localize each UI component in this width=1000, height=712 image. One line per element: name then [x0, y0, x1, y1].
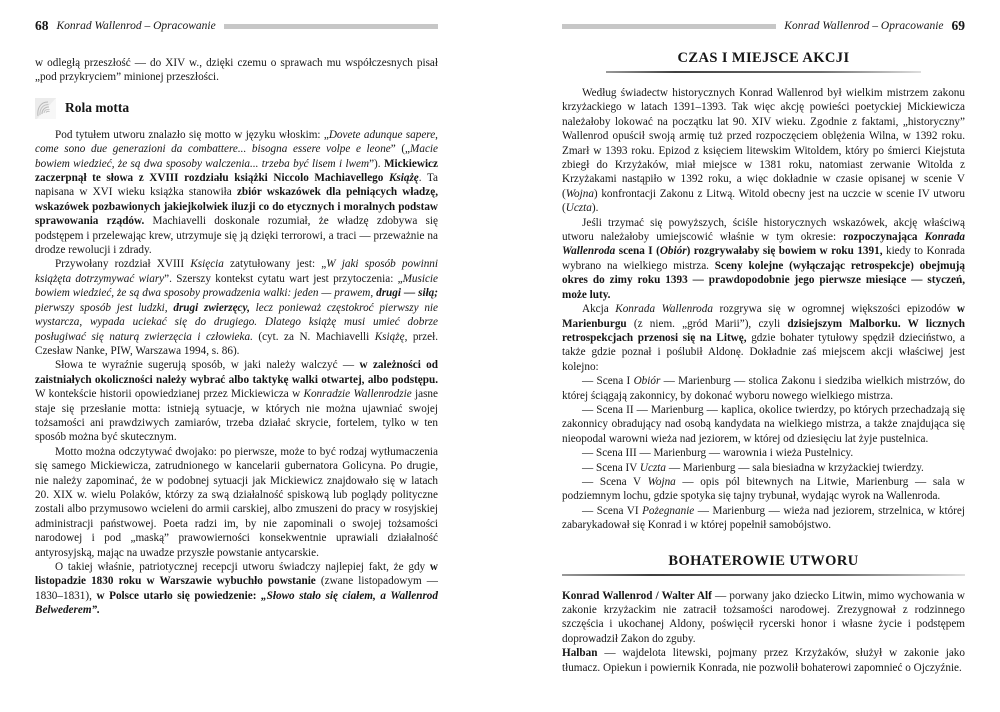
text-run: . Ta napisana w XVI wieku książka stanowiła: [35, 172, 438, 199]
paragraph: [35, 358, 438, 444]
text-run: Konrada Wallenroda: [615, 303, 713, 316]
paragraph: [562, 403, 965, 446]
paragraph: [562, 86, 965, 216]
text-run: Wojna: [647, 475, 676, 488]
paragraph: [562, 216, 965, 302]
paragraph: [562, 504, 965, 533]
right-page-sections: [562, 50, 965, 675]
paragraph: [35, 257, 438, 358]
text-run: kiedy to Konrada wybrano na wielkiego mistrza.: [562, 245, 965, 272]
text-run: Słowa te wyraźnie sugerują sposób, w jaki należy walczyć —: [55, 359, 360, 372]
text-run: ).: [591, 202, 599, 215]
text-run: — Scena II — Marienburg — kaplica, okolice twierdzy, po których przechadzają się zakonnicy obradujący nad osobą kandydata na wielkiego mistrza, a także znajdująca się nieopodal warowni wieża nad jeziorem, w której od dziesięciu lat żyje pustelnica.: [562, 403, 965, 445]
section: [562, 50, 965, 533]
text-run: w Polsce utarło się powiedzenie:: [96, 589, 262, 602]
text-run: Uczta: [639, 461, 667, 474]
header-bar: [562, 24, 776, 29]
section-title: BOHATEROWIE UTWORU: [668, 552, 859, 569]
text-run: Akcja: [582, 303, 616, 316]
text-run: Motto można odczytywać dwojako: po pierwsze, może to być rodzaj wytłumaczenia się samego Mickiewicza, zatrudnionego w kancelarii gubernatora Golicyna. Po drugie, nie należy zapominać, że w podobnej sytuacji jak Mickiewicz znajdowało się w latach 20. XIX w. wielu Polaków, którzy za swą działalność spiskową lub poglądy polityczne zostali albo przymusowo wcieleni do armii carskiej, albo zmuszeni do pracy w rosyjskiej administracji państwowej. Poeta radzi im, by nie zapominali o swojej tożsamości narodowej i pod „maską” prawowierności konsekwentnie uprawiali działalność antyrosyjską, mając na uwadze przyszłe powstanie antycarskie.: [35, 445, 438, 559]
text-run: W kontekście historii opowiedzianej przez Mickiewicza w: [35, 388, 304, 401]
text-run: Książę: [374, 330, 405, 343]
paragraph: [35, 445, 438, 560]
text-run: Macie bowiem wiedzieć, że są dwa sposoby walczenia... trzeba być lisem i lwem: [35, 143, 438, 170]
text-run: — Scena V: [582, 475, 648, 488]
text-run: Konrad Wallenrod / Walter Alf: [562, 589, 712, 602]
section-title-rule: [606, 71, 920, 73]
text-run: W jaki sposób powinni książęta dotrzymywać wiary: [35, 258, 438, 285]
text-run: w Marienburgu: [562, 303, 965, 330]
text-run: — Scena III — Marienburg — warownia i wieża Pustelnicy.: [582, 447, 854, 460]
text-run: Przywołany rozdział XVIII: [55, 258, 191, 271]
text-run: pierwszy sposób jest ludzki,: [35, 301, 174, 314]
text-run: — Marienburg — wieża nad jeziorem, strzelnica, w której zabarykadował się Konrad i w której popełnił samobójstwo.: [562, 504, 965, 532]
text-run: Obiór: [633, 375, 661, 388]
text-run: lecz ponieważ częstokroć pierwszy nie wystarcza, wypada uciekać się do drugiego. Dlatego książę musi umieć dobrze posługiwać się naturą zwierzęcia i człowieka.: [35, 301, 438, 343]
text-run: „Słowo stało się ciałem, a Wallenrod Belwederem”.: [35, 589, 438, 617]
text-run: dzisiejszym Malborku. W licznych retrospekcjach przenosi się na Litwę,: [562, 317, 965, 344]
text-run: drugi zwierzęcy,: [173, 301, 250, 314]
text-run: drugi — siłą;: [376, 287, 438, 300]
text-run: — Scena VI: [582, 504, 643, 517]
page-number: 68: [35, 18, 49, 33]
text-run: ”).: [369, 157, 384, 170]
text-run: Wojna: [565, 187, 594, 200]
paragraph: [562, 646, 965, 675]
text-run: w odległą przeszłość — do XIV w., dzięki czemu o sprawach mu współczesnych pisał „pod przykryciem” minionej przeszłości.: [35, 57, 438, 84]
paragraph: [562, 302, 965, 374]
text-run: Sceny kolejne (wyłączając retrospekcje) obejmują okres do zimy roku 1393 — prawdopodobnie jego pierwsze miesiące — styczeń, może luty.: [562, 259, 965, 301]
section-heading: [35, 98, 438, 119]
paragraph: [562, 446, 965, 460]
text-run: zatytułowany jest: „: [223, 258, 327, 271]
text-run: , przeł. Czesław Nanke, PIW, Warszawa 1994, s. 86).: [35, 330, 438, 357]
header-bar: [224, 24, 438, 29]
section: [562, 553, 965, 675]
paragraph: [562, 374, 965, 403]
text-run: — Marienburg — stolica Zakonu i siedziba wielkich mistrzów, do której ściągają zakonnicy, by dokonać wyboru nowego wielkiego mistrza.: [562, 375, 965, 402]
left-page-header: [35, 18, 438, 34]
paragraph: [35, 560, 438, 618]
right-page-header: [562, 18, 965, 34]
text-run: Konradzie Wallenrodzie: [303, 388, 412, 401]
running-title: Konrad Wallenrod – Opracowanie: [56, 20, 216, 32]
swirl-icon: [35, 98, 56, 119]
text-run: Mickiewicz zaczerpnął te słowa z XVIII rozdziału książki Niccolo Machiavellego: [35, 157, 438, 185]
text-run: ) rozgrywałaby się bowiem w roku 1391,: [686, 245, 883, 258]
text-run: Konrada Wallenroda: [562, 231, 966, 258]
paragraph: [562, 475, 965, 504]
paragraph: [562, 461, 965, 475]
text-run: scena I (: [615, 245, 660, 258]
left-page-paragraphs: [35, 128, 438, 618]
paragraph: [562, 589, 965, 647]
text-run: — opis pól bitewnych na Litwie, Marienburg — sala w podziemnym lochu, gdzie spotyka się tajny trybunał, wydając wyrok na Wallenroda.: [562, 475, 965, 503]
text-run: Książę: [388, 172, 419, 185]
text-run: Według świadectw historycznych Konrad Wallenrod był wielkim mistrzem zakonu krzyżackiego w latach 1391–1393. Tak więc akcję powieści poetyckiej Mickiewicza należałoby lokować na początku lat 90. XIV wieku. Zgodnie z faktami, „historyczny” Wallenrod opuścił swoją armię tuż przed rozpoczęciem oblężenia Wilna, w 1392 roku. Zmarł w 1393 roku. Epizod z księciem litewskim Witoldem, który po śmierci Kiejstuta zbiegł do Krzyżaków, miał miejsce w 1381 roku, natomiast zerwanie Witolda z Krzyżakami nastąpiło w 1392 roku, a więc dokładnie w czasie opisanej w scenie V (: [562, 87, 965, 200]
text-run: w zależności od zaistniałych okoliczności należy wybrać albo taktykę walki otwartej, albo podstępu.: [35, 359, 438, 386]
text-run: ” („: [390, 143, 411, 156]
text-run: rozpoczynająca: [843, 231, 925, 244]
text-run: Pod tytułem utworu znalazło się motto w języku włoskim: „: [55, 128, 329, 141]
section-title-rule: [562, 574, 965, 576]
text-run: gdzie bohater tytułowy spędził dzieciństwo, a także gdzie poznał i poślubił Aldonę. Dokładnie zaś miejscem akcji właściwej jest kolejno:: [562, 331, 965, 373]
paragraph: [35, 128, 438, 258]
text-run: — Scena IV: [582, 461, 640, 474]
text-run: (cyt. za N. Machiavelli: [252, 330, 375, 343]
text-run: Dovete adunque sapere, come sono due generazioni da combattere... bisogna essere volpe e leone: [35, 128, 438, 156]
page-number: 69: [951, 18, 965, 33]
text-run: Pożegnanie: [642, 504, 695, 517]
page-right: [562, 18, 965, 675]
text-run: ”. Szerszy kontekst cytatu wart jest przytoczenia: „: [164, 272, 403, 285]
text-run: w listopadzie 1830 roku w Warszawie wybuchło powstanie: [35, 561, 438, 588]
text-run: Halban: [562, 647, 598, 660]
section-title: CZAS I MIEJSCE AKCJI: [677, 50, 850, 66]
page-left: [35, 18, 438, 618]
text-run: Obiór: [659, 245, 687, 258]
text-run: O takiej właśnie, patriotycznej recepcji utworu świadczy najlepiej fakt, że gdy: [55, 561, 430, 573]
text-run: — porwany jako dziecko Litwin, mimo wychowania w zakonie krzyżackim nie zatracił tożsamości narodowej. Zrezygnował z rodzinnego szczęścia i ukochanej Aldony, poświęcił rycerski honor i własne życie i podstępem doprowadził Zakon do zguby.: [562, 589, 966, 645]
text-run: rozgrywa się w ogromnej większości epizodów: [712, 303, 957, 316]
running-title: Konrad Wallenrod – Opracowanie: [784, 20, 944, 32]
text-run: — Marienburg — sala biesiadna w krzyżackiej twierdzy.: [666, 461, 924, 474]
text-run: Musicie bowiem wiedzieć, że są dwa sposoby prowadzenia walki: jeden — prawem,: [35, 272, 439, 300]
text-run: (z niem. „gród Marii”), czyli: [626, 317, 788, 330]
text-run: zbiór wskazówek dla pełniących władzę, wskazówek pozbawionych jakiejkolwiek iluzji co do etycznych i moralnych podstaw sprawowania rządów.: [35, 186, 438, 228]
section-heading-label: Rola motta: [65, 100, 130, 116]
continuation-paragraph: [35, 56, 438, 85]
text-run: Księcia: [190, 258, 224, 271]
text-run: ) konfrontacji Zakonu z Litwą. Witold obecny jest na uczcie w scenie IV utworu (: [562, 187, 965, 215]
text-run: — wajdelota litewski, pojmany przez Krzyżaków, służył w zakonie jako tłumacz. Opiekun i powiernik Konrada, nie pozwolił bohaterowi zapomnieć o Ojczyźnie.: [562, 647, 965, 674]
text-run: Jeśli trzymać się powyższych, ściśle historycznych wskazówek, akcję właściwą utworu należałoby umiejscowić właśnie w tym okresie:: [562, 216, 965, 244]
text-run: Uczta: [565, 202, 592, 215]
text-run: Machiavelli doskonale rozumiał, że władzę zdobywa się podstępem i przelewając krew, utrzymuje się ją dzięki terrorowi, a traci — przeważnie na drodze rewolucji i zdrady.: [35, 215, 438, 257]
text-run: (zwane listopadowym — 1830–1831),: [35, 575, 438, 602]
text-run: jasne staje się przesłanie motta: istnieją sytuacje, w których nie można ujawniać swojej tożsamości ani prawdziwych zamiarów, trzeba działać skrycie, fortelem, tylko w ten sposób można być skutecznym.: [35, 388, 438, 444]
text-run: — Scena I: [582, 375, 634, 388]
